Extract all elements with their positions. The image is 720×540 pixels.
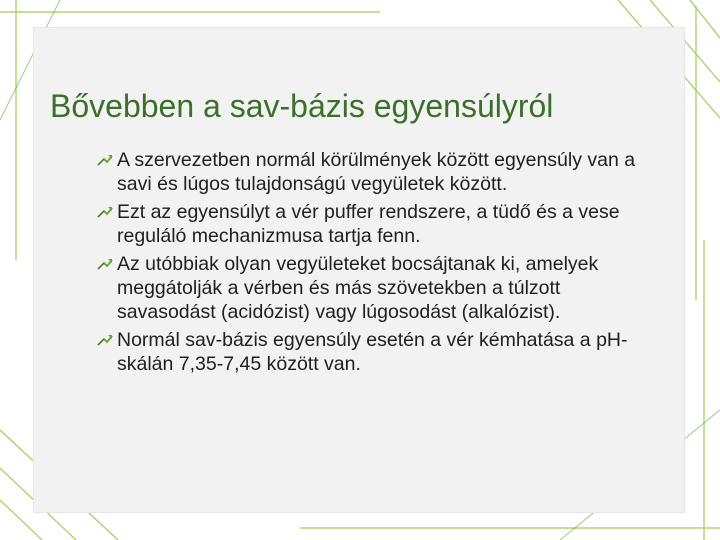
bullet-item <box>97 328 657 376</box>
bullet-text: A szervezetben normál körülmények között egyensúly van a savi és lúgos tulajdonságú vegyületek között. <box>117 149 636 195</box>
arrow-bullet-icon <box>97 333 113 347</box>
arrow-bullet-icon <box>97 205 113 219</box>
bullet-text: Normál sav-bázis egyensúly esetén a vér kémhatása a pH-skálán 7,35-7,45 között van. <box>117 329 628 375</box>
bullet-text: Az utóbbiak olyan vegyületeket bocsájtanak ki, amelyek meggátolják a vérben és más szövetekben a túlzott savasodást (acidózist) vagy lúgosodást (alkalózist). <box>117 253 599 323</box>
bullet-item <box>97 148 657 196</box>
arrow-bullet-icon <box>97 257 113 271</box>
bullet-list <box>97 148 657 380</box>
bullet-item <box>97 200 657 248</box>
bullet-text: Ezt az egyensúlyt a vér puffer rendszere, a tüdő és a vese reguláló mechanizmusa tartja fenn. <box>117 201 620 247</box>
bullet-item <box>97 252 657 324</box>
slide-title: Bővebben a sav-bázis egyensúlyról <box>50 88 554 124</box>
arrow-bullet-icon <box>97 153 113 167</box>
